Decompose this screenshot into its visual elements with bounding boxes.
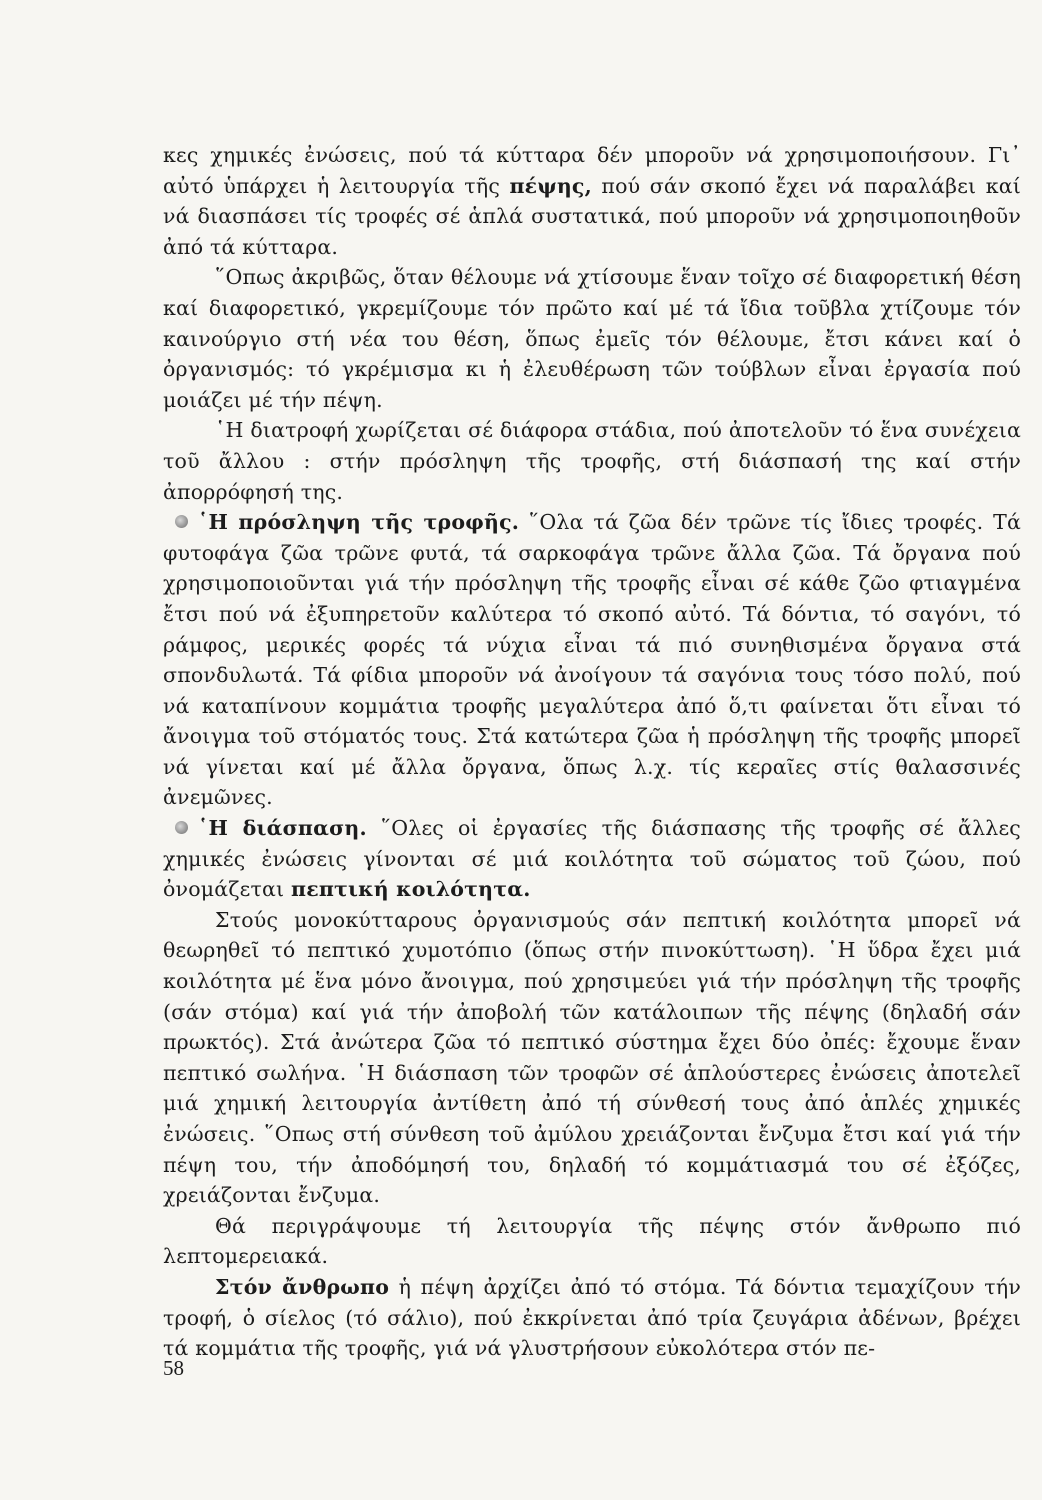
text-run: ἡ πέψη ἀρχίζει ἀπό τό στόμα. Τά δόντια τεμαχίζουν τήν τροφή, ὁ σίελος (τό σάλιο), πού ἐκκρίνεται ἀπό τρία ζευγάρια ἀδένων, βρέχει τά κομμάτια τῆς τροφῆς, γιά νά γλυστρήσουν εὐκολότερα στόν πε- bbox=[163, 1274, 1021, 1361]
bold-term-human: Στόν ἄνθρωπο bbox=[215, 1274, 390, 1299]
paragraph-pepsis-intro bbox=[163, 140, 1021, 262]
page-number: 58 bbox=[163, 1356, 184, 1380]
text-run: Θά περιγράψουμε τή λειτουργία τῆς πέψης στόν ἄνθρωπο πιό λεπτομερειακά. bbox=[163, 1213, 1021, 1269]
text-run: ῞Ολες οἱ ἐργασίες τῆς διάσπασης τῆς τροφῆς σέ ἄλλες χημικές ἐνώσεις γίνονται σέ μιά κοιλότητα τοῦ σώματος τοῦ ζώου, πού ὀνομάζεται bbox=[163, 816, 1021, 902]
text-run: ῞Οπως ἀκριβῶς, ὅταν θέλουμε νά χτίσουμε ἕναν τοῖχο σέ διαφορετική θέση καί διαφορετικό, γκρεμίζουμε τόν πρῶτο καί μέ τά ἴδια τοῦβλα χτίζουμε τόν καινούργιο στή νέα του θέση, ὅπως ἐμεῖς τόν θέλουμε, ἔτσι κάνει καί ὁ ὀργανισμός: τό γκρέμισμα κι ἡ ἐλευθέρωση τῶν τούβλων εἶναι ἐργασία πού μοιάζει μέ τήν πέψη. bbox=[163, 265, 1021, 412]
text-run: Στούς μονοκύτταρους ὀργανισμούς σάν πεπτική κοιλότητα μπορεῖ νά θεωρηθεῖ τό πεπτικό χυμοτόπιο (ὅπως στήν πινοκύττωση). ῾Η ὕδρα ἔχει μιά κοιλότητα μέ ἕνα μόνο ἄνοιγμα, πού χρησιμεύει γιά τήν πρόσληψη τῆς τροφῆς (σάν στόμα) καί γιά τήν ἀποβολή τῶν κατάλοιπων τῆς πέψης (δηλαδή σάν πρωκτός). Στά ἀνώτερα ζῶα τό πεπτικό σύστημα ἔχει δύο ὀπές: ἔχουμε ἕναν πεπτικό σωλήνα. ῾Η διάσπαση τῶν τροφῶν σέ ἁπλούστερες ἐνώσεις ἀποτελεῖ μιά χημική λειτουργία ἀντίθετη ἀπό τή σύνθεσή τους ἀπό ἁπλές χημικές ἐνώσεις. ῞Οπως στή σύνθεση τοῦ ἀμύλου χρειάζονται ἔνζυμα ἔτσι καί γιά τήν πέψη του, τήν ἀποδόμησή του, δηλαδή τό κομμάτιασμά του σέ ἐξόζες, χρειάζονται ἔνζυμα. bbox=[163, 907, 1021, 1208]
bold-term-pepsis: πέψης, bbox=[509, 173, 592, 198]
bullet-icon bbox=[175, 821, 188, 834]
text-run: ῾Η διατροφή χωρίζεται σέ διάφορα στάδια, πού ἀποτελοῦν τό ἕνα συνέχεια τοῦ ἄλλου : στήν πρόσληψη τῆς τροφῆς, στή διάσπασή της καί στήν ἀπορρόφησή της. bbox=[163, 418, 1021, 504]
heading-breakdown: ῾Η διάσπαση. bbox=[198, 816, 367, 841]
paragraph-transition bbox=[163, 1211, 1021, 1272]
text-run: πού σάν σκοπό ἔχει νά παραλάβει καί νά διασπάσει τίς τροφές σέ ἁπλά συστατικά, πού μποροῦν νά χρησιμοποιηθοῦν ἀπό τά κύτταρα. bbox=[163, 173, 1021, 259]
body-text bbox=[163, 140, 1021, 1364]
paragraph-breakdown bbox=[163, 813, 1021, 905]
paragraph-wall-analogy bbox=[163, 262, 1021, 415]
paragraph-stages bbox=[163, 415, 1021, 507]
heading-intake: ῾Η πρόσληψη τῆς τροφῆς. bbox=[198, 510, 520, 535]
paragraph-digestive-systems bbox=[163, 905, 1021, 1211]
paragraph-human bbox=[163, 1272, 1021, 1364]
paragraph-intake bbox=[163, 507, 1021, 813]
bold-term-digestive-cavity: πεπτική κοιλότητα. bbox=[290, 877, 531, 902]
bullet-icon bbox=[175, 515, 188, 528]
text-run: ῞Ολα τά ζῶα δέν τρῶνε τίς ἴδιες τροφές. Τά φυτοφάγα ζῶα τρῶνε φυτά, τά σαρκοφάγα τρῶνε ἄλλα ζῶα. Τά ὄργανα πού χρησιμοποιοῦνται γιά τήν πρόσληψη τῆς τροφῆς εἶναι σέ κάθε ζῶο φτιαγμένα ἔτσι πού νά ἐξυπηρετοῦν καλύτερα τό σκοπό αὐτό. Τά δόντια, τό σαγόνι, τό ράμφος, μερικές φορές τά νύχια εἶναι τά πιό συνηθισμένα ὄργανα στά σπονδυλωτά. Τά φίδια μποροῦν νά ἀνοίγουν τά σαγόνια τους τόσο πολύ, πού νά καταπίνουν κομμάτια τροφῆς μεγαλύτερα ἀπό ὅ,τι φαίνεται ὅτι εἶναι τό ἄνοιγμα τοῦ στόματός τους. Στά κατώτερα ζῶα ἡ πρόσληψη τῆς τροφῆς μπορεῖ νά γίνεται καί μέ ἄλλα ὄργανα, ὅπως λ.χ. τίς κεραῖες στίς θαλασσινές ἀνεμῶνες. bbox=[163, 510, 1022, 810]
text-run: κες χημικές ἐνώσεις, πού τά κύτταρα δέν μποροῦν νά χρησιμοποιήσουν. Γι᾽ αὐτό ὑπάρχει ἡ λειτουργία τῆς bbox=[163, 143, 1021, 198]
